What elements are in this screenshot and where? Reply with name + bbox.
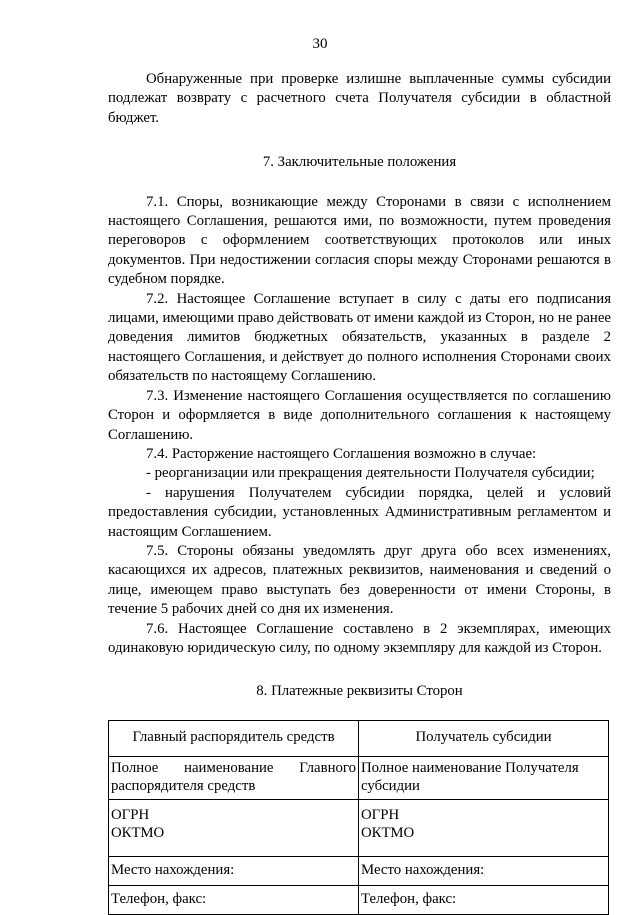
- cell-text: ОКТМО: [111, 824, 165, 841]
- table-row-phone: [109, 885, 609, 914]
- clause-7-4-item-1: - реорганизации или прекращения деятельности Получателя субсидии;: [146, 465, 595, 482]
- intro-paragraph: Обнаруженные при проверке излишне выплаченные суммы субсидии подлежат возврату с расчетного счета Получателя субсидии в областной бюджет.: [108, 71, 611, 126]
- section-7-title: 7. Заключительные положения: [262, 154, 457, 171]
- cell-location-manager: Место нахождения:: [109, 856, 359, 885]
- cell-text: Полное наименование Главного: [111, 759, 356, 776]
- cell-text: распорядителя средств: [111, 777, 256, 794]
- document-body: [108, 70, 611, 915]
- clause-7-3: 7.3. Изменение настоящего Соглашения осуществляется по соглашению Сторон и оформляется в виде дополнительного соглашения к настоящему Соглашению.: [108, 387, 611, 443]
- table-row-location: [109, 856, 609, 885]
- cell-full-name-manager: [109, 756, 359, 799]
- cell-phone-manager: Телефон, факс:: [109, 885, 359, 914]
- table-row-full-name: [109, 756, 609, 799]
- cell-full-name-recipient: Полное наименование Получателя субсидии: [359, 756, 609, 799]
- clause-7-2: 7.2. Настоящее Соглашение вступает в силу с даты его подписания лицами, имеющими право действовать от имени каждой из Сторон, но не ранее доведения лимитов бюджетных обязательств, указанных в разделе 2 настоящего Соглашения, и действует до полного исполнения Сторонами своих обязательств по настоящему Соглашению.: [108, 290, 611, 385]
- section-8-title: 8. Платежные реквизиты Сторон: [256, 683, 463, 700]
- cell-ogrn-recipient: [359, 799, 609, 856]
- cell-phone-recipient: Телефон, факс:: [359, 885, 609, 914]
- table-header-row: [109, 720, 609, 756]
- header-chief-manager: Главный распорядитель средств: [109, 720, 359, 756]
- page-number: 30: [312, 36, 328, 52]
- clause-7-1: 7.1. Споры, возникающие между Сторонами в связи с исполнением настоящего Соглашения, решаются ими, по возможности, путем проведения переговоров с оформлением соответствующих протоколов или иных документов. При недостижении согласия споры между Сторонами решаются в судебном порядке.: [108, 193, 611, 288]
- table-row-ogrn-oktmo: [109, 799, 609, 856]
- clause-7-6: 7.6. Настоящее Соглашение составлено в 2 экземплярах, имеющих одинаковую юридическую силу, по одному экземпляру для каждой из Сторон.: [108, 620, 611, 656]
- cell-location-recipient: Место нахождения:: [359, 856, 609, 885]
- header-recipient: Получатель субсидии: [359, 720, 609, 756]
- cell-text: ОГРН: [111, 806, 150, 823]
- clause-7-5: 7.5. Стороны обязаны уведомлять друг друга обо всех изменениях, касающихся их адресов, платежных реквизитов, наименования и сведений о лице, имеющем право выступать без доверенности от имени Стороны, в течение 5 рабочих дней со дня их изменения.: [108, 542, 611, 618]
- payment-details-table: [108, 720, 609, 915]
- cell-ogrn-manager: [109, 799, 359, 856]
- cell-text: ОКТМО: [361, 824, 415, 841]
- clause-7-4: 7.4. Расторжение настоящего Соглашения возможно в случае:: [146, 445, 537, 462]
- cell-text: ОГРН: [361, 806, 400, 823]
- clause-7-4-item-2: - нарушения Получателем субсидии порядка, целей и условий предоставления субсидии, установленных Административным регламентом и настоящим Соглашением.: [108, 484, 611, 540]
